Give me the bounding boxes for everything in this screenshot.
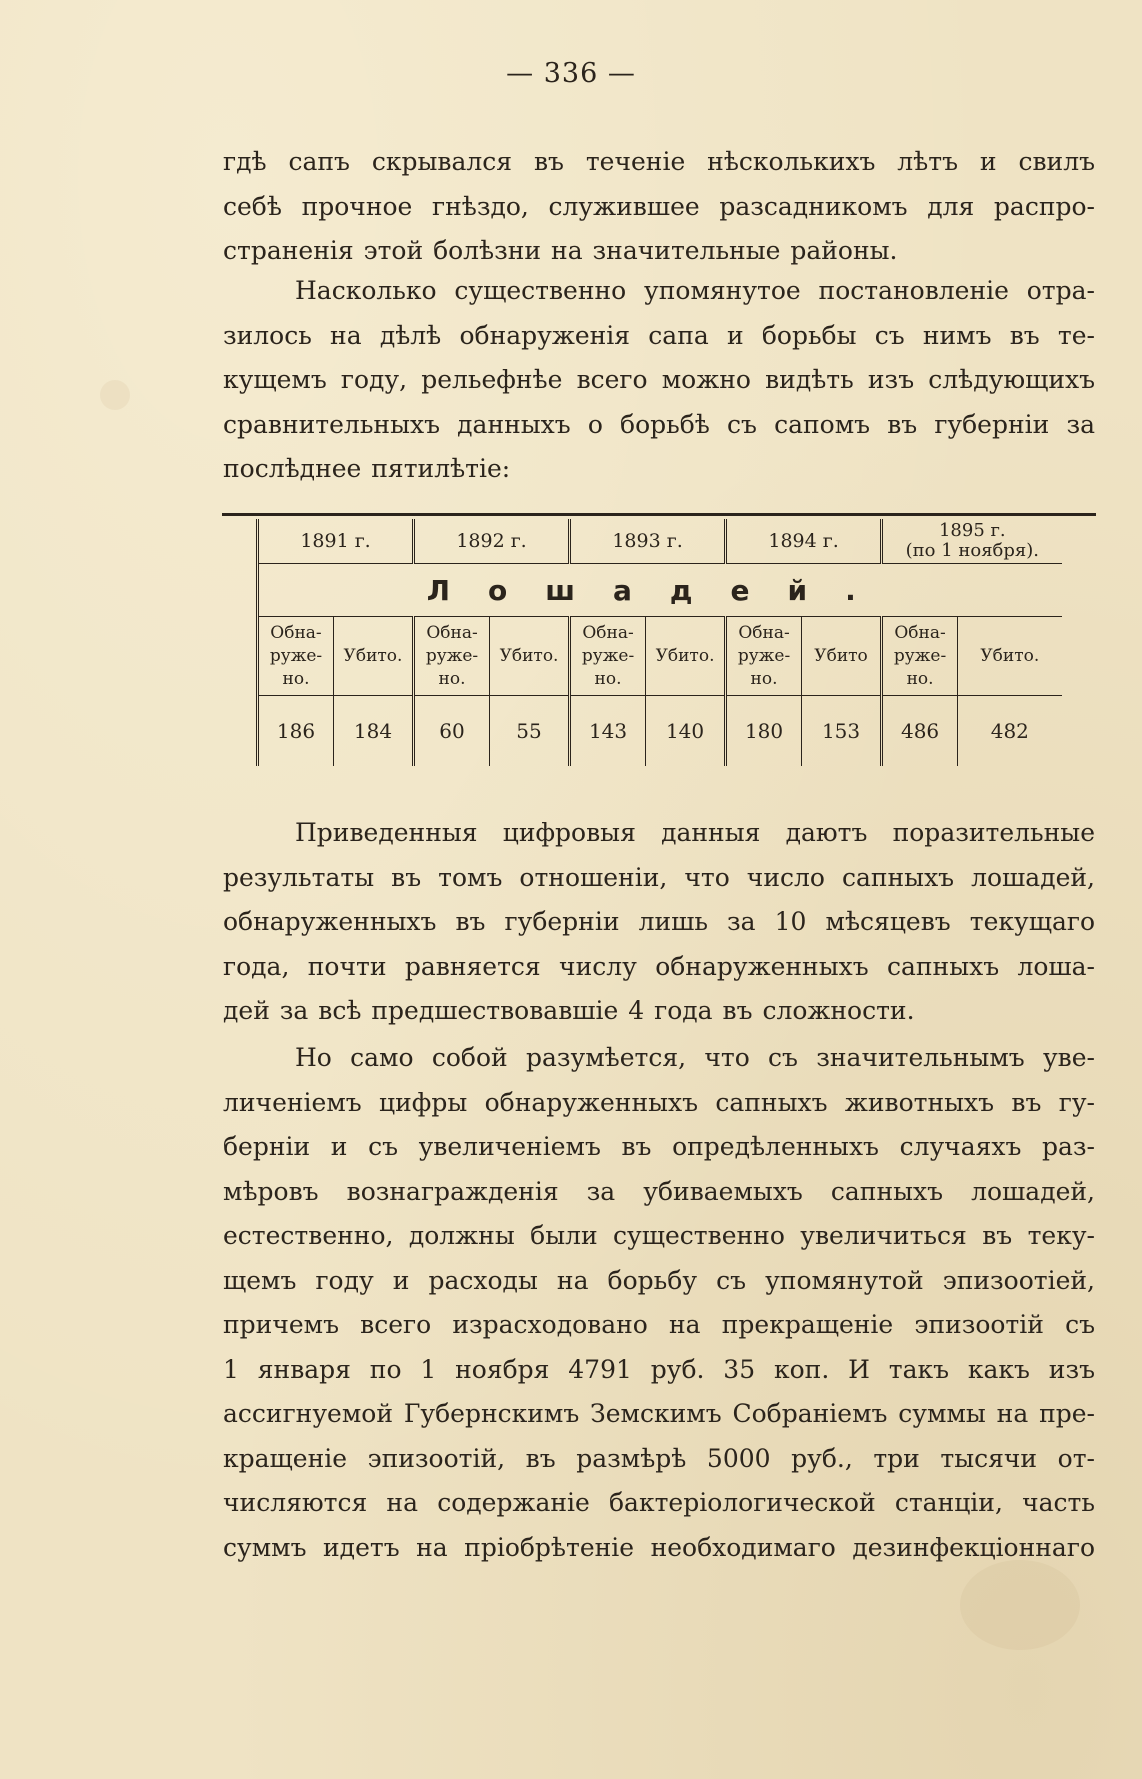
table-cell: 180 [726,696,802,767]
year-header-note: (по 1 ноября). [905,540,1040,561]
killed-header: Убито. [490,617,570,696]
glanders-statistics-table [222,513,1096,781]
year-header-line: 1895 г. [938,520,1006,541]
text-line: кращеніе эпизоотій, въ размѣрѣ 5000 руб., три тысячи от- [223,1443,1095,1473]
detected-header: Обна- руже- но. [882,617,958,696]
text-line: страненія этой болѣзни на значительные районы. [223,236,898,265]
text-line: берніи и съ увеличеніемъ въ опредѣленныхъ случаяхъ раз- [223,1132,1095,1161]
text-line: ассигнуемой Губернскимъ Земскимъ Собраніемъ суммы на пре- [223,1399,1095,1428]
table-cell: 60 [414,696,490,767]
text-line: числяются на содержаніе бактеріологической станціи, часть [223,1488,1095,1517]
detected-header: Обна- руже- но. [414,617,490,696]
text-line: Насколько существенно упомянутое постановленіе отра- [295,276,1095,305]
text-line: дей за всѣ предшествовавшіе 4 года въ сложности. [223,996,915,1025]
table-cell: 184 [334,696,414,767]
killed-header: Убито. [334,617,414,696]
year-header: 1891 г. [258,519,414,564]
text-line: сравнительныхъ данныхъ о борьбѣ съ сапомъ въ губерніи за [223,409,1095,439]
year-header: 1892 г. [414,519,570,564]
table-cell: 140 [646,696,726,767]
killed-header: Убито. [958,617,1062,696]
page-number: — 336 — [506,58,636,89]
values-row [258,696,1062,767]
text-line: обнаруженныхъ въ губерніи лишь за 10 мѣсяцевъ текущаго [223,907,1095,936]
table-cell: 143 [570,696,646,767]
paragraph-1 [223,140,1095,274]
detected-header: Обна- руже- но. [726,617,802,696]
subheader-row [258,617,1062,696]
table-top-rule [222,513,1096,516]
text-line: причемъ всего израсходовано на прекращеніе эпизоотій съ [223,1310,1095,1339]
year-header: 1894 г. [726,519,882,564]
year-header: 1893 г. [570,519,726,564]
paragraph-3 [223,811,1095,1034]
table-cell: 186 [258,696,334,767]
paper-stain [960,1560,1080,1650]
detected-header: Обна- руже- но. [570,617,646,696]
table-cell: 55 [490,696,570,767]
text-line: 1 января по 1 ноября 4791 руб. 35 коп. И такъ какъ изъ [223,1354,1095,1384]
text-line: суммъ идетъ на пріобрѣтеніе необходимаго дезинфекціоннаго [223,1532,1095,1562]
text-line: результаты въ томъ отношеніи, что число сапныхъ лошадей, [223,862,1095,892]
text-line: себѣ прочное гнѣздо, служившее разсадникомъ для распро- [223,191,1095,221]
text-line: кущемъ году, рельефнѣе всего можно видѣть изъ слѣдующихъ [223,365,1095,394]
killed-header: Убито. [646,617,726,696]
horses-header: Лошадей. [258,564,1062,617]
paragraph-4 [223,1036,1095,1570]
text-line: естественно, должны были существенно увеличиться въ теку- [223,1221,1095,1250]
table-cell: 153 [802,696,882,767]
killed-header: Убито [802,617,882,696]
text-line: мѣровъ вознагражденія за убиваемыхъ сапныхъ лошадей, [223,1176,1095,1206]
paragraph-2 [223,269,1095,492]
detected-header: Обна- руже- но. [258,617,334,696]
text-line: гдѣ сапъ скрывался въ теченіе нѣсколькихъ лѣтъ и свилъ [223,147,1095,176]
year-header-row [258,519,1062,564]
text-line: послѣднее пятилѣтіе: [223,454,511,483]
text-line: Приведенныя цифровыя данныя даютъ поразительные [295,818,1095,847]
text-line: Но само собой разумѣется, что съ значительнымъ уве- [295,1043,1095,1072]
text-line: щемъ году и расходы на борьбу съ упомянутой эпизоотіей, [223,1265,1095,1295]
horses-header-row [258,564,1062,617]
text-line: личеніемъ цифры обнаруженныхъ сапныхъ животныхъ въ гу- [223,1087,1095,1117]
statistics-grid [256,519,1062,766]
table-cell: 486 [882,696,958,767]
year-header-1895 [882,519,1062,564]
table-cell: 482 [958,696,1062,767]
text-line: года, почти равняется числу обнаруженныхъ сапныхъ лоша- [223,951,1095,981]
text-line: зилось на дѣлѣ обнаруженія сапа и борьбы съ нимъ въ те- [223,320,1095,350]
paper-stain [100,380,130,410]
